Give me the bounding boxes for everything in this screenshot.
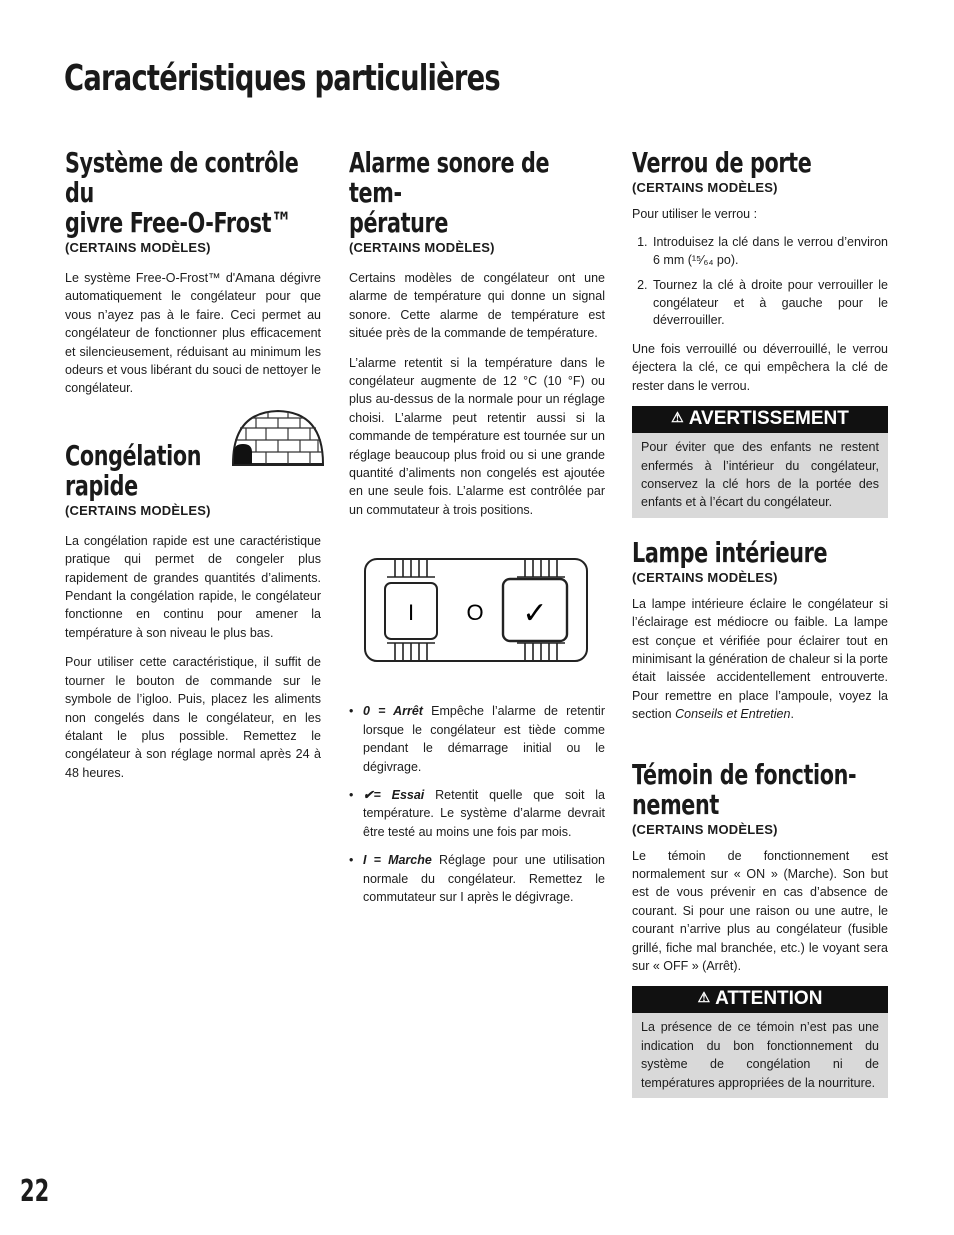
paragraph: La congélation rapide est une caractéristique pratique qui permet de congeler plus rapidement de grandes quantités d’aliments. Pendant la congélation rapide, le congélateur fonctionne en continu pour amener la température à son niveau le plus bas. — [65, 533, 321, 640]
paragraph: Pour utiliser le verrou : — [632, 207, 758, 221]
switch-label-on: I — [407, 600, 415, 626]
paragraph: L’alarme retentit si la température dans le congélateur augmente de 12 °C (10 °F) ou plus au-dessus de la normale pour un réglage choisi. L’alarme peut retentir aussi si la commande de température est tournée sur un réglage beaucoup plus froid ou si une grande quantité d’aliments non congelés est ajoutée en une seule fois. L’alarme est contrôlée par un commutateur à trois positions. — [349, 355, 605, 517]
bullet-term: I = Marche — [363, 853, 432, 868]
bullet-term: ✔= Essai — [363, 787, 425, 802]
paragraph: Le témoin de fonctionnement est normalement sur « ON » (Marche). Son but est de vous prévenir en cas d’absence de courant. Si pour une raison ou une autre, le courant n’arrive plus au congélateur (fusible grillé, fiche mal branchée, etc.) le voyant sera sur « OFF » (Arrêt). — [632, 848, 888, 974]
bullet-text: Retentit quelle que soit la température. Le système d’alarme devrait être testé au moins une fois par mois. — [363, 787, 606, 839]
switch-label-off: O — [466, 600, 484, 626]
paragraph: Pour utiliser cette caractéristique, il suffit de tourner le bouton de commande sur le symbole de l’igloo. Puis, placez les aliments non congelés dans le congélateur, en les étalant le plus possible. Remettez le congélateur à son réglage normal après 24 à 48 heures. — [65, 655, 321, 780]
heading-line: Témoin de fonction- — [632, 757, 857, 791]
column-2 — [349, 148, 605, 916]
section-free-o-frost — [65, 148, 321, 398]
attention-header — [632, 986, 888, 1013]
warning-triangle-icon: ⚠ — [671, 409, 684, 426]
paragraph — [632, 595, 888, 724]
page-number: 22 — [20, 1174, 50, 1209]
alarm-settings-list — [349, 702, 605, 906]
list-item: 2. Tournez la clé à droite pour verrouiller le congélateur et à gauche pour le déverrouiller. — [651, 277, 888, 330]
subheading: (CERTAINS MODÈLES) — [632, 821, 778, 837]
igloo-icon — [230, 408, 326, 471]
bullet-term: 0 = Arrêt — [363, 704, 423, 719]
subheading: (CERTAINS MODÈLES) — [349, 240, 495, 255]
warning-triangle-icon: ⚠ — [697, 989, 711, 1006]
text-span: . — [790, 707, 794, 722]
text-span: La lampe intérieure éclaire le congélateur si l’éclairage est médiocre ou faible. La lampe est conçue et vérifiée pour éclairer tout en minimisant la génération de chaleur si la porte était laissée accidentellement entrouverte. Pour remettre en place l’ampoule, voyez la section — [632, 596, 888, 722]
bullet-text: Empêche l’alarme de retentir lorsque le congélateur est tiède comme pendant le démarrage initial ou le dégivrage. — [363, 704, 605, 774]
subheading: (CERTAINS MODÈLES) — [65, 502, 211, 518]
switch-label-test: ✓ — [522, 596, 548, 632]
attention-text: La présence de ce témoin n’est pas une indication du bon fonctionnement du système de congélation ni de températures appropriées de la nourriture. — [641, 1020, 879, 1090]
page-title: Caractéristiques particulières — [64, 58, 500, 99]
free-o-frost-heading — [65, 148, 321, 238]
warning-title: AVERTISSEMENT — [688, 408, 849, 430]
heading-line: Alarme sonore de tem- — [349, 146, 550, 209]
heading-line: rapide — [65, 468, 138, 502]
section-reference: Conseils et Entretien — [675, 707, 791, 722]
heading-line: nement — [632, 787, 719, 821]
attention-box — [632, 986, 888, 1098]
paragraph: Une fois verrouillé ou déverrouillé, le verrou éjectera la clé, ce qui empêchera la clé de rester dans le verrou. — [632, 341, 888, 393]
heading-line: givre Free-O-Frost™ — [65, 206, 292, 239]
attention-title: ATTENTION — [715, 988, 823, 1010]
section-verrou — [632, 148, 888, 518]
heading-line: Congélation — [65, 438, 202, 472]
lock-steps — [632, 234, 888, 330]
list-item: • I = Marche Réglage pour une utilisation normale du congélateur. Remettez le commutateur sur I après le dégivrage. — [349, 853, 605, 904]
heading-line: pérature — [349, 206, 449, 239]
list-item: • 0 = Arrêt Empêche l’alarme de retentir lorsque le congélateur est tiède comme pendant le démarrage initial ou le dégivrage. — [349, 704, 605, 774]
list-item: 1. Introduisez la clé dans le verrou d’environ 6 mm (¹⁵⁄₆₄ po). — [651, 234, 888, 269]
temoin-heading — [632, 757, 888, 821]
section-lampe — [632, 535, 888, 724]
warning-text: Pour éviter que des enfants ne restent enfermés à l’intérieur du congélateur, conservez la clé hors de la portée des enfants et à l’écart du congélateur. — [641, 440, 879, 510]
alarme-heading — [349, 148, 605, 238]
paragraph: Le système Free-O-Frost™ d'Amana dégivre automatiquement le congélateur pour que vous n’ayez pas à le faire. Ceci permet au congélateur de fonctionner plus efficacement et silencieusement, réduisant au minimum les odeurs et vous libérant du souci de nettoyer le congélateur. — [65, 271, 321, 396]
paragraph: Certains modèles de congélateur ont une alarme de température qui donne un signal sonore. Cette alarme de température est située près de la commande de température. — [349, 271, 605, 341]
subheading: (CERTAINS MODÈLES) — [632, 569, 778, 585]
list-item: • ✔= Essai Retentit quelle que soit la température. Le système d’alarme devrait être testé au moins une fois par mois. — [349, 787, 606, 839]
lampe-heading: Lampe intérieure — [632, 535, 828, 569]
column-3 — [632, 148, 888, 1116]
verrou-heading: Verrou de porte — [632, 146, 812, 179]
section-congelation-rapide — [65, 438, 321, 782]
subheading: (CERTAINS MODÈLES) — [65, 240, 211, 255]
warning-box — [632, 406, 888, 518]
subheading: (CERTAINS MODÈLES) — [632, 180, 778, 195]
section-temoin — [632, 757, 888, 1098]
bullet-text: Réglage pour une utilisation normale du congélateur. Remettez le commutateur sur I après le dégivrage. — [363, 853, 605, 904]
alarm-switch-illustration — [363, 557, 605, 668]
warning-header — [632, 406, 888, 433]
heading-line: Système de contrôle du — [65, 146, 299, 209]
